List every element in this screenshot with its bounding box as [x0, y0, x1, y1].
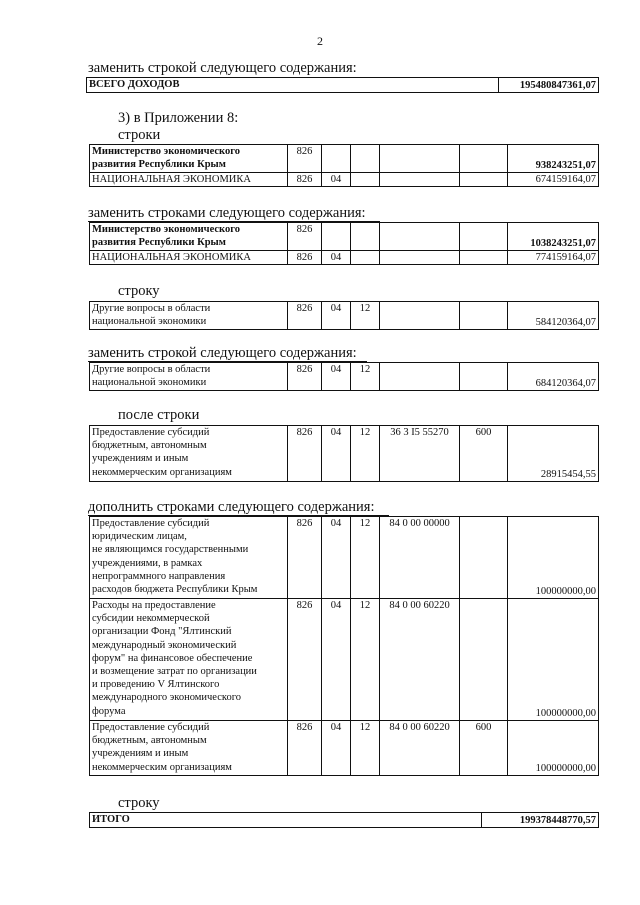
row-code-2: 04: [322, 517, 351, 599]
grand-total-table: [89, 812, 599, 828]
row-name: Министерство экономического развития Республики Крым: [90, 145, 288, 173]
row-code-1: 826: [288, 302, 322, 330]
table-row: [90, 426, 599, 482]
row-name: НАЦИОНАЛЬНАЯ ЭКОНОМИКА: [90, 173, 288, 187]
grand-total-value: 199378448770,57: [482, 813, 599, 828]
row-code-5: [460, 173, 508, 187]
row-code-5: [460, 145, 508, 173]
row-amount: 938243251,07: [508, 145, 599, 173]
row-code-3: 12: [351, 363, 380, 391]
rows-word-heading: строки: [118, 127, 161, 143]
row-code-4: [380, 173, 460, 187]
table-row: [90, 517, 599, 599]
row-code-2: 04: [322, 363, 351, 391]
row-code-1: 826: [288, 599, 322, 721]
row-name: НАЦИОНАЛЬНАЯ ЭКОНОМИКА: [90, 251, 288, 265]
row-code-1: 826: [288, 517, 322, 599]
row-name: Другие вопросы в области национальной экономики: [90, 363, 288, 391]
row-code-3: [351, 145, 380, 173]
table-row: [90, 173, 599, 187]
row-code-1: 826: [288, 251, 322, 265]
page-number: 2: [317, 34, 323, 48]
replace-row-heading-1: заменить строкой следующего содержания:: [88, 60, 357, 76]
row-code-1: 826: [288, 173, 322, 187]
table-row: [90, 145, 599, 173]
row-code-3: [351, 173, 380, 187]
row-code-5: [460, 517, 508, 599]
row-code-4: 84 0 00 60220: [380, 599, 460, 721]
row-code-2: 04: [322, 721, 351, 776]
row-code-3: 12: [351, 599, 380, 721]
row-code-5: 600: [460, 721, 508, 776]
total-income-table: [86, 77, 599, 93]
row-word-heading-2: строку: [118, 795, 160, 811]
row-name: Предоставление субсидий бюджетным, автономным учреждениям и иным некоммерческим организациям: [90, 721, 288, 776]
row-code-2: [322, 145, 351, 173]
appendix-table-other-questions-original: [89, 301, 599, 330]
row-code-3: 12: [351, 426, 380, 482]
row-code-2: 04: [322, 302, 351, 330]
row-code-1: 826: [288, 145, 322, 173]
appendix-table-original: [89, 144, 599, 187]
table-row: [90, 251, 599, 265]
appendix-heading: 3) в Приложении 8:: [118, 110, 239, 126]
row-amount: 28915454,55: [508, 426, 599, 482]
total-income-label: ВСЕГО ДОХОДОВ: [87, 78, 499, 93]
row-code-2: 04: [322, 426, 351, 482]
row-code-5: 600: [460, 426, 508, 482]
row-name: Другие вопросы в области национальной экономики: [90, 302, 288, 330]
row-name: Предоставление субсидий юридическим лицам, не являющимся государственными учреждениями, в рамках непрограммного направления расходов бюджета Республики Крым: [90, 517, 288, 599]
row-code-2: 04: [322, 173, 351, 187]
row-code-1: 826: [288, 721, 322, 776]
table-row: [90, 223, 599, 251]
after-row-heading: после строки: [118, 407, 200, 423]
add-rows-heading: дополнить строками следующего содержания:: [88, 499, 389, 516]
row-code-3: 12: [351, 517, 380, 599]
appendix-table-added-rows: [89, 516, 599, 776]
replace-rows-heading: заменить строками следующего содержания:: [88, 205, 380, 222]
row-code-4: 36 3 I5 55270: [380, 426, 460, 482]
row-code-4: [380, 145, 460, 173]
table-row: [90, 363, 599, 391]
row-code-2: 04: [322, 599, 351, 721]
row-code-5: [460, 599, 508, 721]
row-name: Расходы на предоставление субсидии некоммерческой организации Фонд "Ялтинский международный экономический форум" на финансовое обеспечение и возмещение затрат по организации и проведению V Ялтинского международного экономического форума: [90, 599, 288, 721]
table-row: [90, 599, 599, 721]
row-amount: 1038243251,07: [508, 223, 599, 251]
row-amount: 774159164,07: [508, 251, 599, 265]
replace-row-heading-2: заменить строкой следующего содержания:: [88, 345, 367, 362]
row-code-1: 826: [288, 223, 322, 251]
row-code-4: 84 0 00 60220: [380, 721, 460, 776]
row-amount: 674159164,07: [508, 173, 599, 187]
table-row: [90, 302, 599, 330]
row-code-3: 12: [351, 721, 380, 776]
grand-total-label: ИТОГО: [90, 813, 482, 828]
row-amount: 100000000,00: [508, 599, 599, 721]
row-code-4: 84 0 00 00000: [380, 517, 460, 599]
row-amount: 100000000,00: [508, 517, 599, 599]
row-code-1: 826: [288, 363, 322, 391]
row-code-2: 04: [322, 251, 351, 265]
total-income-value: 195480847361,07: [499, 78, 599, 93]
row-amount: 584120364,07: [508, 302, 599, 330]
row-word-heading-1: строку: [118, 283, 160, 299]
appendix-table-replacement: [89, 222, 599, 265]
row-name: Министерство экономического развития Республики Крым: [90, 223, 288, 251]
row-amount: 100000000,00: [508, 721, 599, 776]
row-name: Предоставление субсидий бюджетным, автономным учреждениям и иным некоммерческим организациям: [90, 426, 288, 482]
row-amount: 684120364,07: [508, 363, 599, 391]
appendix-table-after-row: [89, 425, 599, 482]
row-code-1: 826: [288, 426, 322, 482]
appendix-table-other-questions-replacement: [89, 362, 599, 391]
table-row: [90, 721, 599, 776]
row-code-3: 12: [351, 302, 380, 330]
